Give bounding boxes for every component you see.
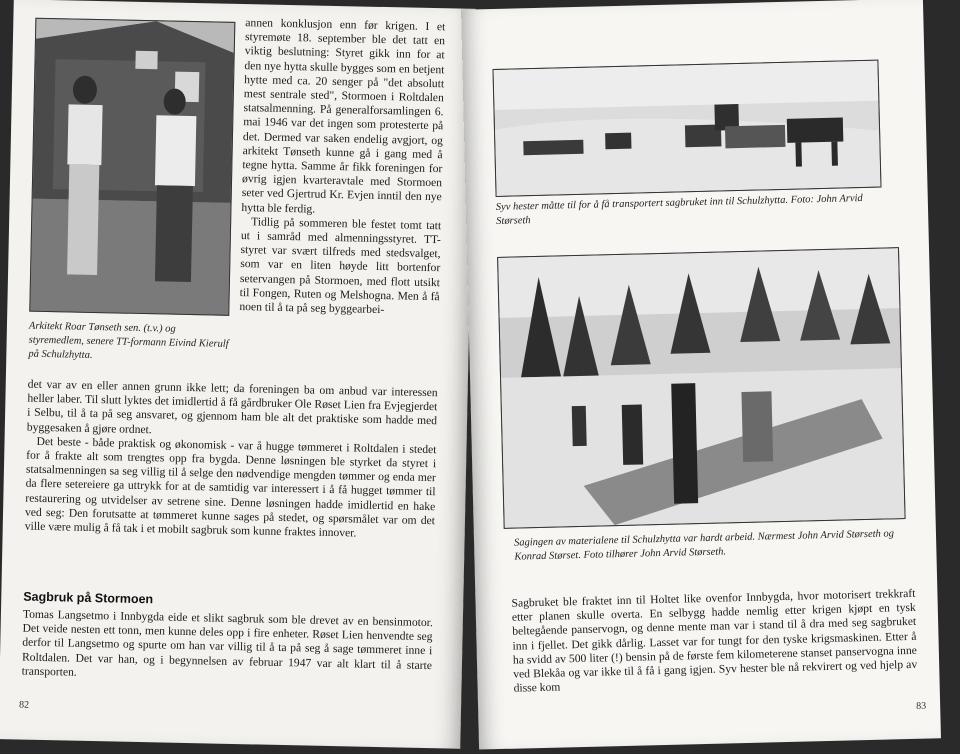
portrait-caption: Arkitekt Roar Tønseth sen. (t.v.) og styremedlem, senere TT-formann Eivind Kierulf på Schulzhytta. (28, 320, 229, 361)
right-body-text: Sagbruket ble fraktet inn til Holtet like ovenfor Innbygda, hvor motorisert trekkraft etter planen skulle overta. En selbygg hadde nemlig etter krigen kjøpt en tysk beltegående panservogn, og denne mente man var i stand til å dra med seg sagbruket inn i fjellet. Det gikk dårlig. Lasset var for tungt for den tyske krigsmaskinen. Etter å ha svidd av 500 liter (!) bensin på de første fem kilometerene stanset panservogna inne ved Blekåa og var ikke til å få i gang igjen. Syv hester ble nå rekvirert og ved hjelp av disse kom (511, 586, 918, 695)
page-number-right: 83 (916, 700, 927, 712)
sawmill-photo (497, 247, 906, 529)
column-paragraph-2: Tidlig på sommeren ble festet tomt tatt ut i samråd med almenningsstyret. TT-styret var svært tilfreds med stedsvalget, som var en liten høyde litt bortenfor setervangen på Stormoen, med flott utsikt til Fongen, Ruten og Melshogna. Men å få noen til å ta på seg byggearbei- (239, 215, 442, 317)
column-paragraph-1: annen konklusjon enn før krigen. I et styremøte 18. september ble det tatt en viktig beslutning: Styret gikk inn for at den nye hytta skulle bygges som en betjent hytte med ca. 20 senger på "det absolutt mest sentrale sted", Stormoen i Roltdalen statsalmenning. På generalforsamlingen 6. mai 1946 var det ingen som protesterte på det. Dermed var saken endelig avgjort, og arkitekt Tønseth kunne gå i gang med å tegne hytta. Samme år fikk foreningen for øvrig igjen kvarteravtale med Stormoen seter ved Gjertrud Kr. Evjen inntil den nye hytta ble ferdig. (241, 16, 446, 216)
left-page (0, 0, 476, 749)
left-column-text (239, 16, 445, 318)
section-text: Tomas Langsetmo i Innbygda eide et slikt sagbruk som ble drevet av en bensinmotor. Det veide nesten ett tonn, men kunne deles opp i fire enheter. Røset Lien henvendte seg derfor til Langsetmo og spurte om han var villig til å ta på seg å sage tømmeret inne i Roltdalen. Det var han, og i begynnelsen av februar 1947 var alt klart til å starte transporten. (21, 607, 433, 679)
horses-caption: Syv hester måtte til for å få transportert sagbruket inn til Schulzhytta. Foto: John Arvid Størseth (495, 192, 863, 227)
full-paragraph-1: det var av en eller annen grunn ikke lett; da foreningen ba om anbud var interessen heller laber. Til slutt lyktes det imidlertid å få gårdbruker Ole Røset Lien fra Evjegjerdet i Selbu, til å ta på seg ansvaret, og gjennom ham ble alt det praktiske som hadde med byggesaken å gjøre ordnet. (26, 377, 438, 436)
portrait-photo (29, 18, 235, 316)
right-page (461, 0, 941, 750)
section-heading: Sagbruk på Stormoen (23, 589, 154, 607)
page-number-left: 82 (18, 699, 30, 711)
sawmill-caption: Sagingen av materialene til Schulzhytta var hardt arbeid. Nærmest John Arvid Størseth og Konrad Størset. Foto tilhører John Arvid Størseth. (513, 528, 895, 563)
full-paragraph-2: Det beste - både praktisk og økonomisk - var å hugge tømmeret i Roltdalen i stedet for å frakte alt som trengtes opp fra bygda. Denne løsningen ble styrket da styret i statsalmenningen sa seg villig til å selge den nødvendige mengden tømmer og enda mer da flere setereiere ga uttrykk for at de samtidig var interessert i å få hugget tømmer til restaurering og utvidelser av setrene sine. Denne løsningen hadde imidlertid en hake ved seg: Den forutsatte at tømmeret kunne sages på stedet, og spørsmålet var om det ville være mulig å få tak i et mobilt sagbruk som kunne fraktes innover. (24, 434, 437, 540)
horses-photo (492, 60, 881, 197)
left-full-text (25, 378, 438, 543)
